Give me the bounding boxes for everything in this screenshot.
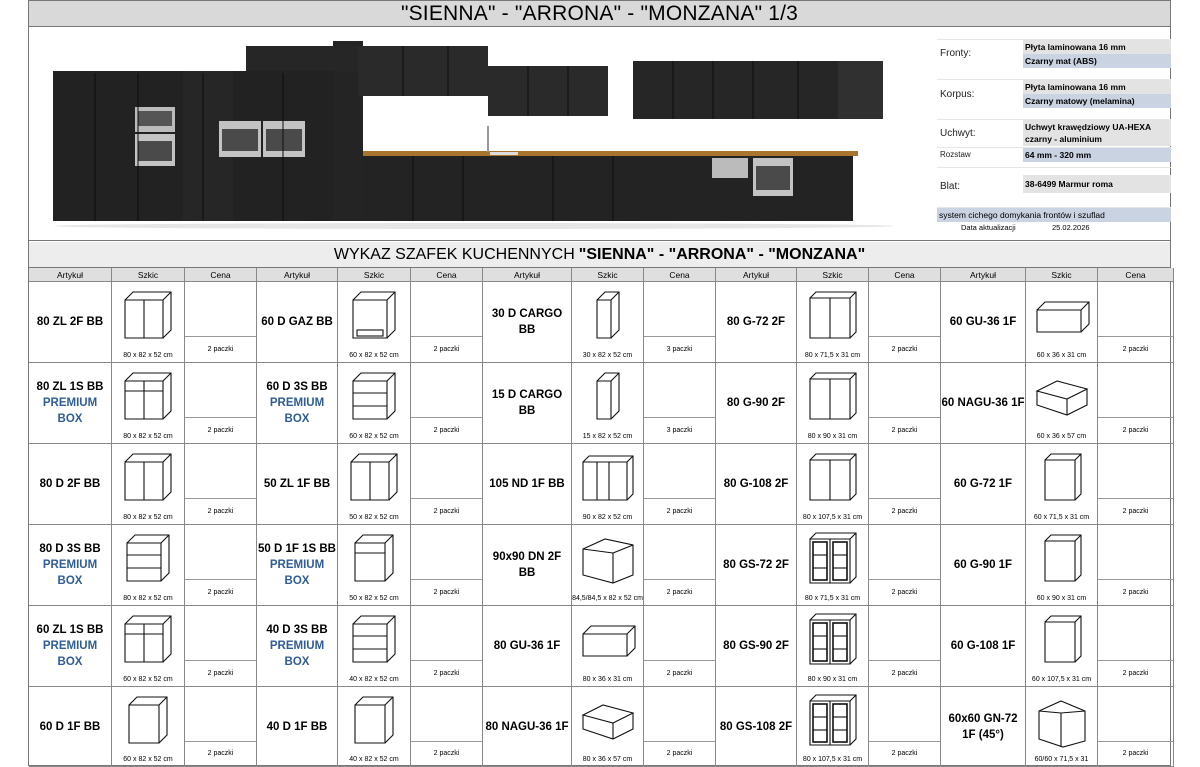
article-name: 60 D 1F BB: [39, 720, 101, 733]
price-divider: [1098, 417, 1173, 418]
wall-cabinet-2-door-icon: [804, 450, 862, 506]
price-cell: [644, 525, 716, 606]
spec-fronty: [937, 39, 1171, 79]
article-name-cell: [483, 525, 572, 606]
sink-cabinet-1-door-icon: [345, 450, 403, 506]
corner-wall-cabinet-icon: [1033, 693, 1091, 749]
sketch-cell: [797, 687, 869, 767]
article-name: 80 D 2F BB: [39, 478, 101, 490]
article-name: 40 D 3S BB: [266, 624, 328, 636]
sketch-cell: [112, 525, 185, 606]
article-name: 80 G-108 2F: [723, 478, 789, 490]
sketch-cell: [1026, 606, 1098, 687]
sketch-cell: [338, 687, 411, 767]
article-name-cell: [941, 606, 1026, 687]
sketch-cell: [112, 363, 185, 444]
price-divider: [185, 579, 256, 580]
sketch-cell: [1026, 282, 1098, 363]
article-name-cell: [29, 363, 112, 444]
price-cell: [185, 687, 257, 767]
column-header: Cena: [869, 268, 941, 282]
spec-label: Fronty:: [940, 48, 972, 59]
cabinet-list-title: [29, 242, 1170, 268]
dimensions-label: 60/60 x 71,5 x 31: [1034, 756, 1089, 763]
price-divider: [185, 498, 256, 499]
article-name-cell: [941, 525, 1026, 606]
spec-value: 64 mm - 320 mm: [1023, 148, 1171, 162]
article-name-cell: [941, 363, 1026, 444]
article-name-cell: [941, 444, 1026, 525]
sketch-cell: [797, 525, 869, 606]
system-note-row: [937, 207, 1171, 233]
price-divider: [869, 498, 940, 499]
package-count: 2 paczki: [1122, 670, 1149, 677]
article-name-cell: [483, 444, 572, 525]
spec-blat: [937, 167, 1171, 207]
price-cell: [869, 444, 941, 525]
premium-box-label: PREMIUM: [42, 640, 98, 652]
sink-cabinet-2-door-icon: [119, 288, 177, 344]
spec-value: Płyta laminowana 16 mm: [1023, 40, 1171, 54]
update-label: Data aktualizacji: [961, 223, 1016, 232]
premium-box-label: PREMIUM: [42, 559, 98, 571]
dimensions-label: 60 x 82 x 52 cm: [123, 756, 173, 763]
dimensions-label: 80 x 36 x 31 cm: [582, 676, 633, 683]
spec-value: 38-6499 Marmur roma: [1023, 175, 1171, 193]
price-divider: [644, 579, 715, 580]
l-corner-cabinet-icon: [579, 531, 637, 587]
package-count: 2 paczki: [666, 750, 693, 757]
catalog-sheet: [28, 0, 1171, 766]
dimensions-label: 80 x 71,5 x 31 cm: [804, 595, 861, 602]
sketch-cell: [1026, 687, 1098, 767]
sink-cabinet-drawer-icon: [119, 369, 177, 425]
flap-wall-cabinet-deep-icon: [579, 693, 637, 749]
column-header: Szkic: [1026, 268, 1098, 282]
column-header: Szkic: [112, 268, 185, 282]
spec-label: Blat:: [940, 181, 961, 192]
price-cell: [869, 282, 941, 363]
package-count: 2 paczki: [433, 750, 460, 757]
dimensions-label: 80 x 82 x 52 cm: [123, 595, 173, 602]
article-name: 60 G-72 1F: [953, 478, 1013, 490]
package-count: 2 paczki: [891, 427, 918, 434]
column-header: Cena: [644, 268, 716, 282]
wall-cabinet-1-door-icon: [1033, 531, 1091, 587]
sketch-cell: [572, 606, 644, 687]
sketch-cell: [112, 687, 185, 767]
base-cabinet-2-door-icon: [119, 450, 177, 506]
sketch-cell: [797, 444, 869, 525]
list-title-collections: "SIENNA" - "ARRONA" - "MONZANA": [578, 245, 866, 263]
spec-uchwyt: [937, 119, 1171, 147]
price-divider: [1098, 741, 1173, 742]
price-cell: [1098, 363, 1174, 444]
column-header: Artykuł: [941, 268, 1026, 282]
article-name: 80 D 3S BB: [39, 543, 101, 555]
package-count: 3 paczki: [666, 427, 693, 434]
price-divider: [411, 579, 482, 580]
article-name: 60x60 GN-72: [948, 712, 1018, 725]
price-cell: [869, 606, 941, 687]
price-divider: [644, 417, 715, 418]
package-count: 2 paczki: [1122, 508, 1149, 515]
package-count: 2 paczki: [433, 589, 460, 596]
package-count: 2 paczki: [1122, 346, 1149, 353]
kitchen-render-image: [53, 41, 895, 231]
spec-label: Uchwyt:: [940, 128, 976, 139]
price-cell: [644, 363, 716, 444]
list-title-prefix: WYKAZ SZAFEK KUCHENNYCH: [333, 245, 575, 263]
spec-panel: [937, 39, 1171, 233]
package-count: 2 paczki: [207, 427, 234, 434]
price-divider: [1098, 336, 1173, 337]
article-name: 80 G-72 2F: [726, 316, 786, 328]
column-header: Artykuł: [257, 268, 338, 282]
sketch-cell: [1026, 363, 1098, 444]
spec-value: czarny - aluminium: [1023, 132, 1171, 146]
sketch-cell: [112, 444, 185, 525]
column-header: Szkic: [797, 268, 869, 282]
price-cell: [411, 363, 483, 444]
package-count: 2 paczki: [433, 427, 460, 434]
article-name-cell: [257, 525, 338, 606]
premium-box-label: BOX: [284, 575, 310, 587]
dimensions-label: 30 x 82 x 52 cm: [582, 352, 633, 359]
spec-value: Czarny mat (ABS): [1023, 54, 1171, 68]
corner-cabinet-icon: [579, 450, 637, 506]
cargo-cabinet-icon: [579, 369, 637, 425]
sketch-cell: [112, 282, 185, 363]
package-count: 2 paczki: [1122, 750, 1149, 757]
premium-box-label: PREMIUM: [269, 559, 325, 571]
sketch-cell: [112, 606, 185, 687]
premium-box-label: BOX: [57, 413, 83, 425]
price-cell: [644, 444, 716, 525]
premium-box-label: PREMIUM: [269, 640, 325, 652]
article-name-cell: [29, 444, 112, 525]
price-divider: [1098, 660, 1173, 661]
wall-cabinet-1-door-icon: [1033, 612, 1091, 668]
price-cell: [644, 282, 716, 363]
price-divider: [644, 336, 715, 337]
article-name-cell: [716, 444, 797, 525]
price-cell: [411, 282, 483, 363]
package-count: 3 paczki: [666, 346, 693, 353]
base-cabinet-3-drawer-icon: [345, 369, 403, 425]
price-cell: [185, 282, 257, 363]
dimensions-label: 60 x 36 x 57 cm: [1036, 433, 1087, 440]
price-divider: [869, 417, 940, 418]
sketch-cell: [338, 525, 411, 606]
article-name: 60 D GAZ BB: [261, 316, 333, 328]
sketch-cell: [1026, 525, 1098, 606]
article-name-cell: [716, 363, 797, 444]
article-name: 105 ND 1F BB: [489, 478, 565, 490]
price-cell: [1098, 525, 1174, 606]
dimensions-label: 80 x 71,5 x 31 cm: [804, 352, 861, 359]
price-divider: [411, 417, 482, 418]
column-header: Artykuł: [483, 268, 572, 282]
glass-cabinet-icon: [804, 693, 862, 749]
article-name-cell: [257, 363, 338, 444]
dimensions-label: 60 x 71,5 x 31 cm: [1033, 514, 1090, 521]
article-name: 60 G-108 1F: [950, 640, 1016, 652]
article-name-cell: [29, 606, 112, 687]
price-cell: [644, 687, 716, 767]
sketch-cell: [338, 363, 411, 444]
article-name-cell: [716, 525, 797, 606]
sketch-cell: [572, 282, 644, 363]
package-count: 2 paczki: [1122, 589, 1149, 596]
price-divider: [869, 741, 940, 742]
price-cell: [411, 444, 483, 525]
wall-cabinet-2-door-icon: [804, 369, 862, 425]
dimensions-label: 80 x 107,5 x 31 cm: [802, 514, 863, 521]
price-divider: [185, 417, 256, 418]
article-name: 80 GU-36 1F: [493, 640, 561, 652]
dimensions-label: 60 x 82 x 52 cm: [349, 433, 399, 440]
spec-rozstaw: [937, 147, 1171, 167]
dimensions-label: 80 x 82 x 52 cm: [123, 433, 173, 440]
price-divider: [411, 336, 482, 337]
dimensions-label: 60 x 107,5 x 31 cm: [1031, 676, 1092, 683]
price-cell: [644, 606, 716, 687]
article-name-cell: [716, 606, 797, 687]
article-name: 80 G-90 2F: [726, 397, 786, 409]
article-name-cell: [257, 282, 338, 363]
dimensions-label: 60 x 82 x 52 cm: [349, 352, 399, 359]
package-count: 2 paczki: [207, 670, 234, 677]
dimensions-label: 40 x 82 x 52 cm: [349, 756, 399, 763]
dimensions-label: 80 x 90 x 31 cm: [807, 676, 858, 683]
package-count: 2 paczki: [207, 750, 234, 757]
article-name: 15 D CARGO BB: [491, 389, 563, 417]
article-name: 60 G-90 1F: [953, 559, 1013, 571]
dimensions-label: 80 x 36 x 57 cm: [582, 756, 633, 763]
dimensions-label: 40 x 82 x 52 cm: [349, 676, 399, 683]
article-name: 60 ZL 1S BB: [36, 624, 104, 636]
dimensions-label: 80 x 82 x 52 cm: [123, 352, 173, 359]
flap-wall-cabinet-icon: [1033, 288, 1091, 344]
flap-wall-cabinet-deep-icon: [1033, 369, 1091, 425]
base-cabinet-3-drawer-icon: [119, 531, 177, 587]
article-name: 60 NAGU-36 1F: [941, 397, 1025, 409]
sketch-cell: [1026, 444, 1098, 525]
spec-label: Rozstaw: [940, 150, 971, 159]
wall-cabinet-1-door-icon: [1033, 450, 1091, 506]
price-cell: [869, 525, 941, 606]
sketch-cell: [572, 444, 644, 525]
cargo-cabinet-icon: [579, 288, 637, 344]
dimensions-label: 15 x 82 x 52 cm: [582, 433, 633, 440]
column-header: Szkic: [338, 268, 411, 282]
article-name-cell: [716, 282, 797, 363]
base-cabinet-door-drawer-icon: [345, 531, 403, 587]
wall-cabinet-2-door-icon: [804, 288, 862, 344]
sketch-cell: [797, 282, 869, 363]
dimensions-label: 80 x 107,5 x 31 cm: [802, 756, 863, 763]
price-cell: [411, 687, 483, 767]
article-name-cell: [483, 687, 572, 767]
price-cell: [185, 606, 257, 687]
article-name: 30 D CARGO BB: [491, 308, 563, 336]
price-cell: [185, 363, 257, 444]
article-name-cell: [29, 525, 112, 606]
price-divider: [411, 498, 482, 499]
column-header: Artykuł: [716, 268, 797, 282]
base-cabinet-1-door-icon: [119, 693, 177, 749]
package-count: 2 paczki: [433, 670, 460, 677]
premium-box-label: BOX: [57, 656, 83, 668]
dimensions-label: 80 x 82 x 52 cm: [123, 514, 173, 521]
article-name: 1F (45°): [962, 728, 1004, 741]
package-count: 2 paczki: [891, 508, 918, 515]
glass-cabinet-icon: [804, 531, 862, 587]
price-cell: [411, 525, 483, 606]
spec-value: Czarny matowy (melamina): [1023, 94, 1171, 108]
package-count: 2 paczki: [891, 670, 918, 677]
package-count: 2 paczki: [891, 750, 918, 757]
package-count: 2 paczki: [666, 589, 693, 596]
price-divider: [644, 741, 715, 742]
sketch-cell: [572, 363, 644, 444]
article-name: 60 GU-36 1F: [949, 316, 1017, 328]
article-name: 80 ZL 1S BB: [36, 381, 104, 393]
article-name-cell: [941, 282, 1026, 363]
package-count: 2 paczki: [1122, 427, 1149, 434]
price-divider: [869, 660, 940, 661]
base-cabinet-3-drawer-icon: [345, 612, 403, 668]
article-name-cell: [257, 606, 338, 687]
package-count: 2 paczki: [666, 670, 693, 677]
sketch-cell: [572, 687, 644, 767]
column-header: Cena: [185, 268, 257, 282]
price-divider: [644, 498, 715, 499]
premium-box-label: BOX: [284, 413, 310, 425]
price-divider: [185, 336, 256, 337]
system-note: system cichego domykania frontów i szuflad: [937, 208, 1171, 222]
package-count: 2 paczki: [207, 508, 234, 515]
article-name: 60 D 3S BB: [266, 381, 328, 393]
sketch-cell: [572, 525, 644, 606]
price-divider: [185, 741, 256, 742]
price-cell: [1098, 606, 1174, 687]
package-count: 2 paczki: [207, 589, 234, 596]
spec-value: Uchwyt krawędziowy UA-HEXA: [1023, 120, 1171, 134]
package-count: 2 paczki: [891, 589, 918, 596]
sink-cabinet-drawer-icon: [119, 612, 177, 668]
dimensions-label: 84,5/84,5 x 82 x 52 cm: [572, 595, 643, 602]
article-name: 90x90 DN 2F BB: [492, 551, 562, 579]
price-cell: [1098, 687, 1174, 767]
base-cabinet-1-door-icon: [345, 693, 403, 749]
spec-label: Korpus:: [940, 89, 975, 100]
premium-box-label: PREMIUM: [269, 397, 325, 409]
article-name: 50 ZL 1F BB: [263, 478, 331, 490]
spec-korpus: [937, 79, 1171, 119]
price-cell: [185, 444, 257, 525]
price-cell: [1098, 282, 1174, 363]
article-name-cell: [257, 444, 338, 525]
premium-box-label: BOX: [57, 575, 83, 587]
article-name: 80 GS-90 2F: [723, 640, 789, 652]
sketch-cell: [797, 606, 869, 687]
article-name: 80 ZL 2F BB: [36, 316, 104, 328]
glass-cabinet-icon: [804, 612, 862, 668]
article-name: 50 D 1F 1S BB: [258, 543, 336, 555]
sketch-cell: [338, 444, 411, 525]
package-count: 2 paczki: [433, 346, 460, 353]
dimensions-label: 90 x 82 x 52 cm: [582, 514, 633, 521]
article-name-cell: [716, 687, 797, 767]
price-divider: [185, 660, 256, 661]
package-count: 2 paczki: [433, 508, 460, 515]
price-divider: [411, 741, 482, 742]
column-header: Cena: [1098, 268, 1174, 282]
dimensions-label: 50 x 82 x 52 cm: [349, 595, 399, 602]
price-cell: [185, 525, 257, 606]
package-count: 2 paczki: [207, 346, 234, 353]
article-name-cell: [483, 363, 572, 444]
package-count: 2 paczki: [891, 346, 918, 353]
dimensions-label: 60 x 36 x 31 cm: [1036, 352, 1087, 359]
sketch-cell: [338, 282, 411, 363]
dimensions-label: 50 x 82 x 52 cm: [349, 514, 399, 521]
page-title: "SIENNA" - "ARRONA" - "MONZANA" 1/3: [29, 1, 1170, 27]
article-name-cell: [257, 687, 338, 767]
price-divider: [1098, 579, 1173, 580]
price-divider: [1098, 498, 1173, 499]
flap-wall-cabinet-icon: [579, 612, 637, 668]
price-cell: [869, 687, 941, 767]
price-divider: [644, 660, 715, 661]
price-cell: [869, 363, 941, 444]
dimensions-label: 80 x 90 x 31 cm: [807, 433, 858, 440]
price-divider: [869, 336, 940, 337]
article-name-cell: [29, 687, 112, 767]
premium-box-label: BOX: [284, 656, 310, 668]
price-cell: [411, 606, 483, 687]
package-count: 2 paczki: [666, 508, 693, 515]
column-header: Cena: [411, 268, 483, 282]
price-cell: [1098, 444, 1174, 525]
article-name: 80 GS-108 2F: [719, 720, 793, 733]
kitchen-overview: [29, 27, 1170, 241]
article-name: 80 NAGU-36 1F: [485, 720, 569, 733]
article-name-cell: [29, 282, 112, 363]
sketch-cell: [797, 363, 869, 444]
column-header: Szkic: [572, 268, 644, 282]
column-header: Artykuł: [29, 268, 112, 282]
price-divider: [411, 660, 482, 661]
article-name-cell: [483, 282, 572, 363]
dimensions-label: 60 x 82 x 52 cm: [123, 676, 173, 683]
spec-value: Płyta laminowana 16 mm: [1023, 80, 1171, 94]
article-name-cell: [941, 687, 1026, 767]
price-divider: [869, 579, 940, 580]
article-name-cell: [483, 606, 572, 687]
article-name: 80 GS-72 2F: [723, 559, 789, 571]
article-name: 40 D 1F BB: [266, 720, 328, 733]
premium-box-label: PREMIUM: [42, 397, 98, 409]
oven-cabinet-icon: [345, 288, 403, 344]
sketch-cell: [338, 606, 411, 687]
dimensions-label: 60 x 90 x 31 cm: [1036, 595, 1087, 602]
update-date: 25.02.2026: [1052, 223, 1090, 232]
